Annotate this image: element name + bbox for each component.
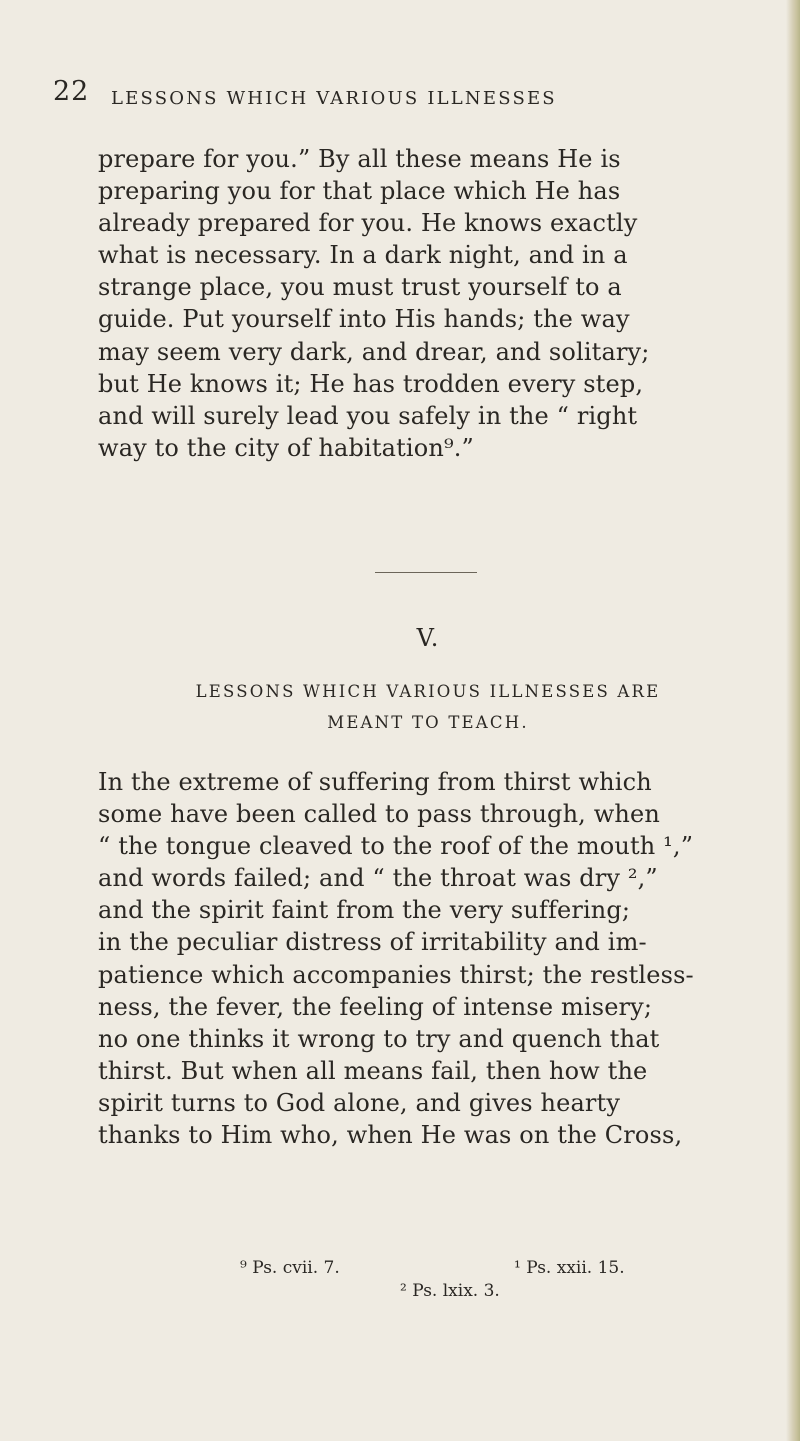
paragraph-line: no one thinks it wrong to try and quench that <box>98 1024 660 1053</box>
paragraph-line: some have been called to pass through, when <box>98 800 660 829</box>
section-heading-line-1: LESSONS WHICH VARIOUS ILLNESSES ARE <box>195 682 661 701</box>
paragraph-line: already prepared for you. He knows exactly <box>98 209 638 238</box>
paragraph-line: ness, the fever, the feeling of intense misery; <box>98 992 653 1021</box>
paragraph-line: may seem very dark, and drear, and solitary; <box>98 337 650 366</box>
section-heading <box>98 676 758 738</box>
footnote-1: ¹ Ps. xxii. 15. <box>514 1258 625 1278</box>
paragraph-line: thanks to Him who, when He was on the Cross, <box>98 1121 683 1150</box>
section-divider <box>375 572 477 573</box>
paragraph-line: way to the city of habitation⁹.” <box>98 433 474 462</box>
paragraph-line: “ the tongue cleaved to the roof of the mouth ¹,” <box>98 832 694 861</box>
paragraph-line: strange place, you must trust yourself to a <box>98 273 622 302</box>
paragraph-line: what is necessary. In a dark night, and in a <box>98 241 628 270</box>
paragraph-line: prepare for you.” By all these means He is <box>98 145 621 173</box>
section-heading-line-2: MEANT TO TEACH. <box>327 713 529 732</box>
paragraph-line: thirst. But when all means fail, then how the <box>98 1056 648 1085</box>
page-edge-shadow <box>786 0 800 1441</box>
footnote-2: ² Ps. lxix. 3. <box>400 1281 500 1301</box>
paragraph-1 <box>98 143 758 464</box>
paragraph-line: spirit turns to God alone, and gives hearty <box>98 1088 621 1117</box>
paragraph-line: and will surely lead you safely in the “ right <box>98 401 638 430</box>
running-title: LESSONS WHICH VARIOUS ILLNESSES <box>111 88 557 109</box>
paragraph-line: and the spirit faint from the very suffering; <box>98 896 631 925</box>
paragraph-line: and words failed; and “ the throat was dry ²,” <box>98 864 658 893</box>
paragraph-line: In the extreme of suffering from thirst which <box>98 768 652 796</box>
page-number: 22 <box>53 76 90 107</box>
paragraph-line: guide. Put yourself into His hands; the way <box>98 305 630 334</box>
paragraph-line: patience which accompanies thirst; the restless- <box>98 960 694 989</box>
paragraph-line: preparing you for that place which He has <box>98 177 621 206</box>
paragraph-2 <box>98 766 758 1151</box>
paragraph-line: but He knows it; He has trodden every step, <box>98 369 644 398</box>
paragraph-line: in the peculiar distress of irritability and im- <box>98 928 647 957</box>
section-numeral: V. <box>416 624 440 652</box>
footnote-9: ⁹ Ps. cvii. 7. <box>240 1258 340 1278</box>
running-head <box>53 78 693 118</box>
